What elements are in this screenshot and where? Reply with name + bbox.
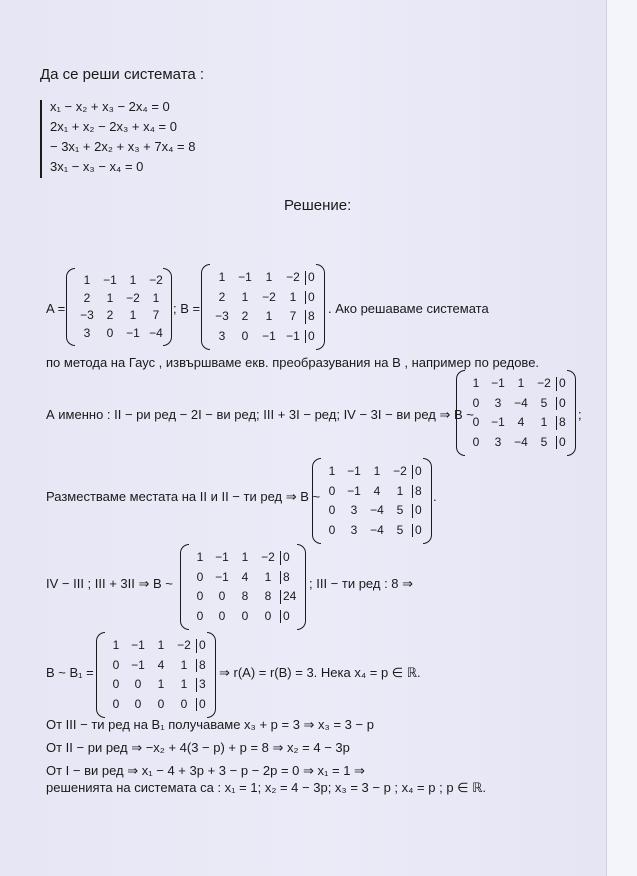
equation-2: 2x₁ + x₂ − 2x₃ + x₄ = 0 — [50, 119, 177, 134]
matrix-cell: −4 — [370, 522, 384, 537]
matrix-cell: −1 — [126, 325, 140, 340]
matrix-cell: 0 — [196, 569, 204, 584]
step4-text: B ~ B₁ = — [46, 665, 94, 680]
augment-bar — [305, 291, 306, 305]
matrix-cell: 4 — [241, 569, 249, 584]
matrix-cell: 7 — [289, 309, 297, 323]
augment-bar — [412, 465, 413, 479]
final-line-1: От III − ти ред на B₁ получаваме x₃ + p = 3 ⇒ x₃ = 3 − p — [46, 717, 374, 732]
matrix-cell: −2 — [177, 638, 191, 652]
matrix-cell: −3 — [215, 309, 229, 323]
matrix-cell: 3 — [350, 522, 358, 537]
matrix-cell: 0 — [112, 677, 120, 691]
matrix-cell: 0 — [134, 696, 142, 711]
matrix-cell: −2 — [261, 550, 275, 564]
matrix-cell: 0 — [283, 608, 290, 623]
paper-edge — [606, 0, 637, 876]
augment-bar — [556, 377, 557, 391]
step4-tail: ⇒ r(A) = r(B) = 3. Нека x₄ = p ∈ ℝ. — [219, 665, 421, 680]
matrix-cell: 0 — [134, 677, 142, 691]
matrix-cell: −4 — [514, 395, 528, 410]
matrix-cell: 1 — [373, 464, 381, 478]
matrix-cell: 0 — [308, 289, 315, 304]
matrix-cell: −1 — [215, 550, 229, 564]
matrix-cell: 0 — [559, 376, 566, 390]
matrix-cell: 0 — [328, 522, 336, 537]
matrix-cell: −1 — [347, 483, 361, 498]
matrix-cell: 3 — [83, 325, 91, 340]
augment-bar — [412, 504, 413, 518]
matrix-cell: −1 — [131, 657, 145, 672]
matrix-cell: 5 — [396, 522, 404, 537]
matrix-cell: 0 — [112, 657, 120, 672]
matrix-cell: 1 — [328, 464, 336, 478]
matrix-step4 — [96, 632, 216, 718]
matrix-cell: 0 — [415, 522, 422, 537]
step2-tail: . — [433, 489, 437, 504]
matrix-cell: 8 — [241, 589, 249, 603]
augment-bar — [305, 310, 306, 324]
matrix-cell: 1 — [180, 657, 188, 672]
matrix-cell: 1 — [106, 290, 114, 305]
matrix-b-label: ; B = — [173, 301, 201, 316]
equation-1: x₁ − x₂ + x₃ − 2x₄ = 0 — [50, 99, 170, 114]
bracket-left — [66, 268, 75, 346]
matrix-cell: 1 — [152, 290, 160, 305]
matrix-cell: 8 — [559, 415, 566, 429]
matrix-cell: 0 — [196, 589, 204, 603]
augment-bar — [412, 485, 413, 499]
matrix-cell: 0 — [199, 638, 206, 652]
matrix-cell: −1 — [286, 328, 300, 343]
matrix-cell: −1 — [262, 328, 276, 343]
matrix-cell: 1 — [472, 376, 480, 390]
system-brace — [40, 100, 42, 178]
matrix-cell: 5 — [540, 395, 548, 410]
solution-heading: Решение: — [284, 197, 352, 214]
matrix-cell: −1 — [491, 415, 505, 429]
matrix-cell: 1 — [218, 270, 226, 284]
task-title: Да се реши системата : — [40, 66, 205, 83]
augment-bar — [412, 524, 413, 538]
bracket-left — [312, 458, 321, 544]
final-line-3: От I − ви ред ⇒ x₁ − 4 + 3p + 3 − p − 2p = 0 ⇒ x₁ = 1 ⇒ — [46, 763, 365, 778]
final-line-2: От II − ри ред ⇒ −x₂ + 4(3 − p) + p = 8 ⇒ x₂ = 4 − 3p — [46, 740, 350, 755]
matrix-cell: −4 — [370, 503, 384, 517]
augment-bar — [556, 416, 557, 430]
matrix-cell: −1 — [103, 273, 117, 287]
matrix-cell: −4 — [149, 325, 163, 340]
matrix-cell: −1 — [491, 376, 505, 390]
augment-bar — [280, 610, 281, 624]
matrix-cell: 3 — [494, 395, 502, 410]
matrix-cell: 1 — [83, 273, 91, 287]
matrix-cell: 5 — [396, 503, 404, 517]
matrix-step2 — [312, 458, 432, 544]
matrix-cell: 8 — [199, 657, 206, 672]
matrix-cell: 3 — [199, 677, 206, 691]
matrix-cell: 8 — [283, 569, 290, 584]
matrix-cell: 0 — [241, 608, 249, 623]
matrix-cell: 0 — [559, 395, 566, 410]
matrix-cell: −3 — [80, 308, 94, 322]
matrix-cell: 1 — [157, 677, 165, 691]
matrix-cell: 8 — [415, 483, 422, 498]
matrix-cell: −1 — [238, 270, 252, 284]
matrix-cell: 0 — [559, 434, 566, 449]
matrix-cell: 1 — [264, 569, 272, 584]
step1-text: А именно : II − ри ред − 2I − ви ред; III + 3I − ред; IV − 3I − ви ред ⇒ B ~ — [46, 407, 474, 422]
ab-tail: . Ако решаваме системата — [328, 301, 489, 316]
matrix-cell: 4 — [517, 415, 525, 429]
matrix-cell: 8 — [264, 589, 272, 603]
bracket-left — [96, 632, 105, 718]
matrix-cell: 0 — [241, 328, 249, 343]
matrix-cell: 3 — [218, 328, 226, 343]
matrix-cell: 7 — [152, 308, 160, 322]
matrix-a-label: A = — [46, 301, 66, 316]
matrix-cell: 1 — [129, 308, 137, 322]
matrix-cell: 1 — [180, 677, 188, 691]
equation-3: − 3x₁ + 2x₂ + x₃ + 7x₄ = 8 — [50, 139, 196, 154]
augment-bar — [556, 397, 557, 411]
matrix-cell: 0 — [106, 325, 114, 340]
matrix-cell: −4 — [514, 434, 528, 449]
matrix-cell: −2 — [262, 289, 276, 304]
matrix-cell: 0 — [199, 696, 206, 711]
matrix-cell: −2 — [537, 376, 551, 390]
matrix-cell: 0 — [328, 503, 336, 517]
step3-text: IV − III ; III + 3II ⇒ B ~ — [46, 576, 173, 591]
matrix-b — [201, 264, 325, 350]
augment-bar — [305, 271, 306, 285]
matrix-cell: 8 — [308, 309, 315, 323]
bracket-left — [456, 370, 465, 456]
augment-bar — [196, 639, 197, 653]
matrix-cell: 0 — [472, 395, 480, 410]
matrix-cell: 0 — [472, 434, 480, 449]
matrix-cell: 1 — [265, 270, 273, 284]
matrix-cell: 0 — [157, 696, 165, 711]
matrix-cell: 0 — [218, 589, 226, 603]
final-line-4: решенията на системата са : x₁ = 1; x₂ = 4 − 3p; x₃ = 3 − p ; x₄ = p ; p ∈ ℝ. — [46, 780, 487, 795]
matrix-cell: 0 — [308, 328, 315, 343]
matrix-cell: 0 — [218, 608, 226, 623]
matrix-cell: 4 — [373, 483, 381, 498]
matrix-cell: −1 — [131, 638, 145, 652]
augment-bar — [305, 330, 306, 344]
matrix-cell: 1 — [289, 289, 297, 304]
matrix-a — [66, 268, 172, 346]
matrix-cell: 3 — [350, 503, 358, 517]
matrix-cell: 1 — [129, 273, 137, 287]
matrix-step3 — [180, 544, 306, 630]
matrix-cell: −2 — [149, 273, 163, 287]
step1-tail: ; — [578, 407, 582, 422]
matrix-cell: 0 — [415, 464, 422, 478]
matrix-cell: 1 — [241, 289, 249, 304]
matrix-cell: 1 — [112, 638, 120, 652]
matrix-cell: 1 — [196, 550, 204, 564]
step2-text: Разместваме местата на II и II − ти ред ⇒ B ~ — [46, 489, 321, 504]
matrix-step1 — [456, 370, 576, 456]
matrix-cell: 24 — [283, 589, 297, 603]
matrix-cell: −1 — [215, 569, 229, 584]
augment-bar — [196, 678, 197, 692]
gauss-line: по метода на Гаус , извършваме екв. преобразувания на B , например по редове. — [46, 355, 540, 370]
matrix-cell: −2 — [286, 270, 300, 284]
equation-4: 3x₁ − x₃ − x₄ = 0 — [50, 159, 144, 174]
matrix-cell: 1 — [517, 376, 525, 390]
matrix-cell: 1 — [265, 309, 273, 323]
matrix-cell: 1 — [157, 638, 165, 652]
augment-bar — [280, 590, 281, 604]
matrix-cell: 2 — [218, 289, 226, 304]
matrix-cell: 0 — [472, 415, 480, 429]
matrix-cell: 4 — [157, 657, 165, 672]
bracket-left — [201, 264, 210, 350]
matrix-cell: 0 — [112, 696, 120, 711]
matrix-cell: 5 — [540, 434, 548, 449]
matrix-cell: 1 — [241, 550, 249, 564]
matrix-cell: 0 — [180, 696, 188, 711]
matrix-cell: 0 — [264, 608, 272, 623]
matrix-cell: 0 — [308, 270, 315, 284]
augment-bar — [280, 551, 281, 565]
matrix-cell: 2 — [83, 290, 91, 305]
matrix-cell: −2 — [126, 290, 140, 305]
augment-bar — [280, 571, 281, 585]
step3-tail: ; III − ти ред : 8 ⇒ — [309, 576, 414, 591]
matrix-cell: 0 — [196, 608, 204, 623]
augment-bar — [196, 698, 197, 712]
matrix-cell: 2 — [106, 308, 114, 322]
matrix-cell: −2 — [393, 464, 407, 478]
matrix-cell: 0 — [328, 483, 336, 498]
augment-bar — [556, 436, 557, 450]
matrix-cell: 0 — [283, 550, 290, 564]
bracket-left — [180, 544, 189, 630]
augment-bar — [196, 659, 197, 673]
matrix-cell: −1 — [347, 464, 361, 478]
matrix-cell: 3 — [494, 434, 502, 449]
matrix-cell: 2 — [241, 309, 249, 323]
matrix-cell: 0 — [415, 503, 422, 517]
matrix-cell: 1 — [540, 415, 548, 429]
matrix-cell: 1 — [396, 483, 404, 498]
